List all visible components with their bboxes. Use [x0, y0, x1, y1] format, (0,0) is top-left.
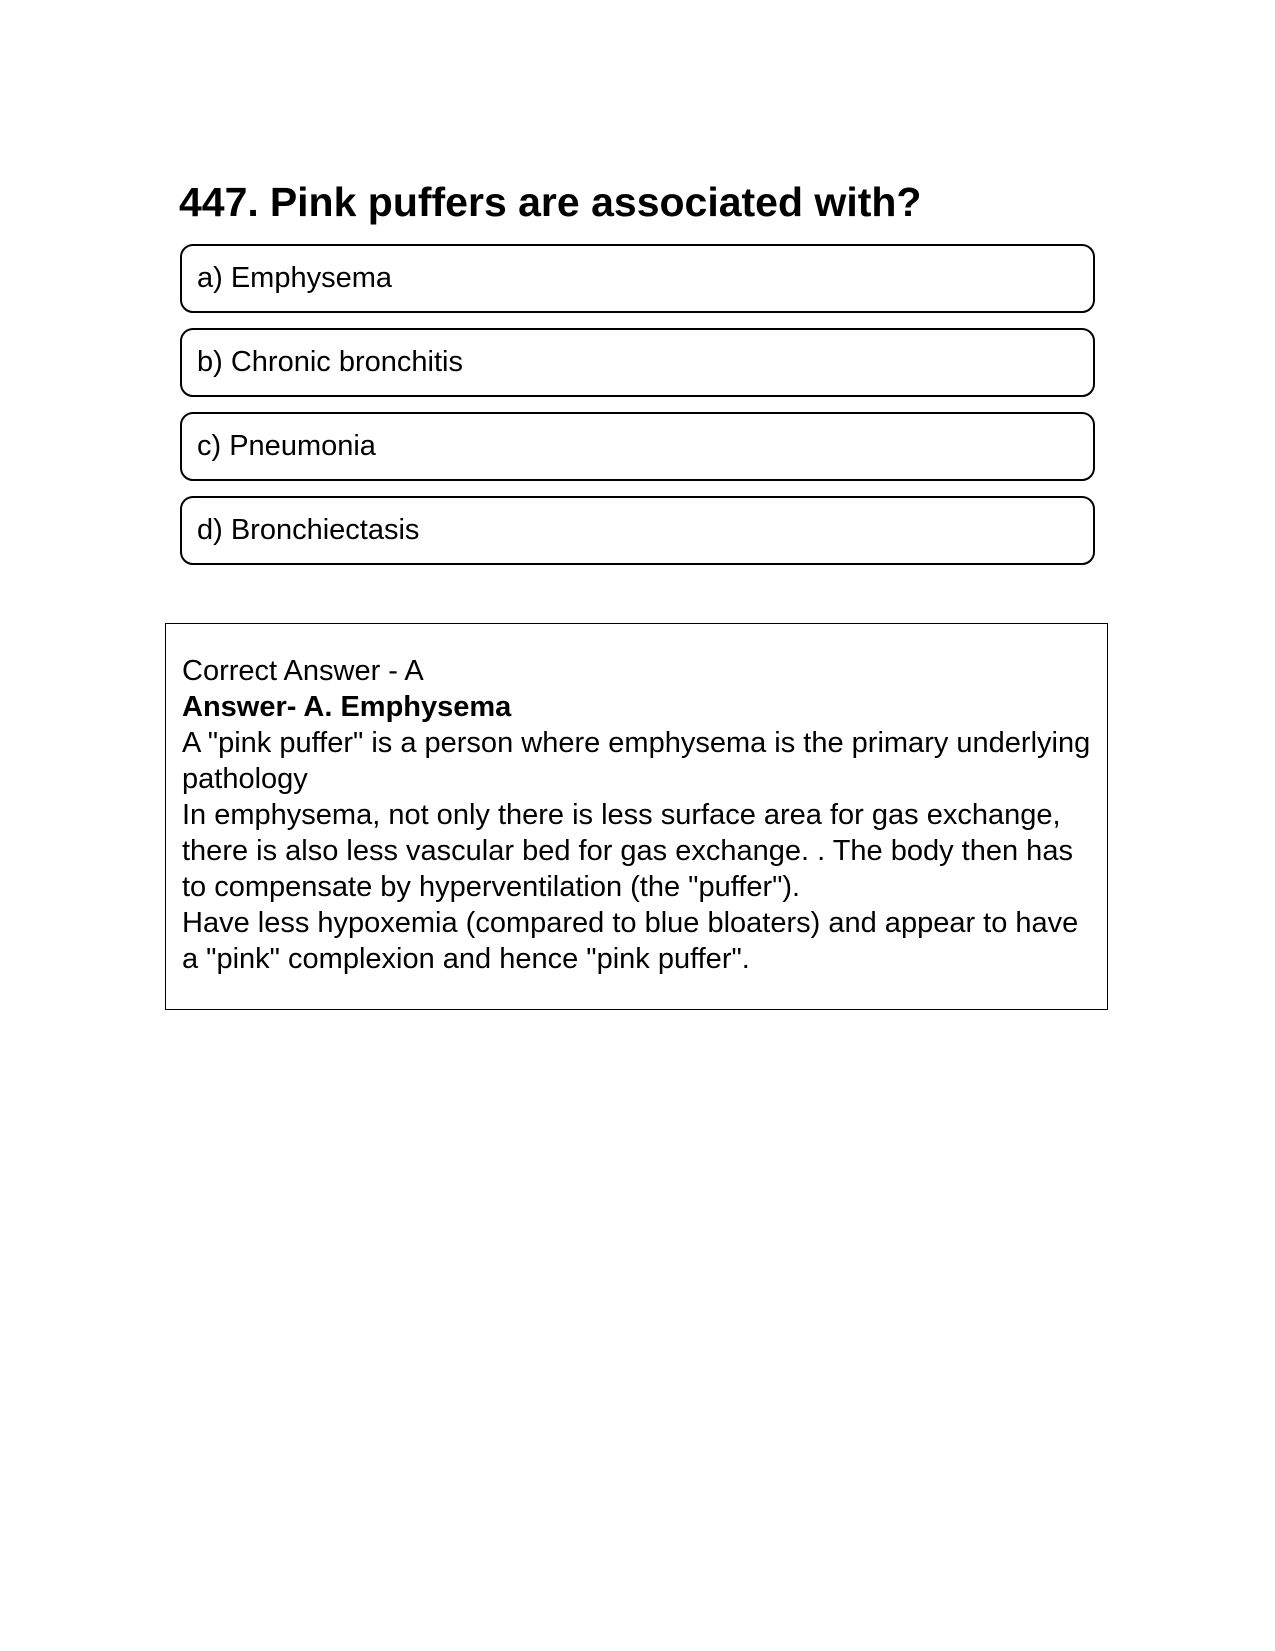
question-text: Pink puffers are associated with? — [269, 179, 922, 225]
answer-heading: Answer- A. Emphysema — [182, 691, 512, 723]
explanation-paragraph-3: Have less hypoxemia (compared to blue bloaters) and appear to have a "pink" complexion and hence "pink puffer". — [182, 907, 1079, 975]
options-list — [180, 244, 1095, 580]
correct-answer-line: Correct Answer - A — [182, 655, 424, 687]
explanation-paragraph-1: A "pink puffer" is a person where emphysema is the primary underlying pathology — [182, 727, 1091, 795]
option-a-label: a) Emphysema — [197, 262, 393, 294]
explanation-paragraph-2: In emphysema, not only there is less surface area for gas exchange, there is also less vascular bed for gas exchange. . The body then has to compensate by hyperventilation (the "puffer"). — [182, 799, 1073, 903]
option-a[interactable] — [180, 244, 1095, 313]
option-d-label: d) Bronchiectasis — [197, 514, 420, 546]
option-c[interactable] — [180, 412, 1095, 481]
answer-explanation-box — [165, 623, 1108, 1010]
option-c-label: c) Pneumonia — [197, 430, 376, 462]
question-title — [179, 178, 921, 226]
option-b-label: b) Chronic bronchitis — [197, 346, 463, 378]
option-b[interactable] — [180, 328, 1095, 397]
question-number: 447. — [179, 179, 259, 225]
option-d[interactable] — [180, 496, 1095, 565]
